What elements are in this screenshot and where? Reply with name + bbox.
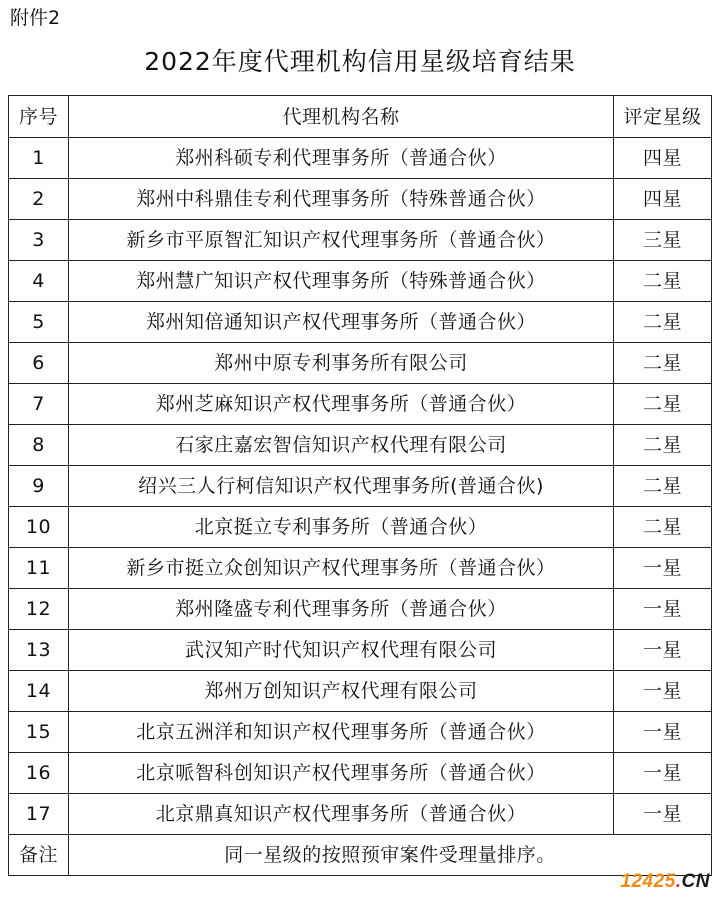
row-index: 4: [9, 261, 69, 302]
row-agency-name: 郑州慧广知识产权代理事务所（特殊普通合伙）: [69, 261, 614, 302]
row-agency-name: 北京鼎真知识产权代理事务所（普通合伙）: [69, 794, 614, 835]
row-agency-name: 石家庄嘉宏智信知识产权代理有限公司: [69, 425, 614, 466]
row-index: 14: [9, 671, 69, 712]
table-row: [9, 753, 712, 794]
table-row: [9, 589, 712, 630]
row-index: 15: [9, 712, 69, 753]
table-row: [9, 712, 712, 753]
table-row: [9, 179, 712, 220]
row-agency-name: 郑州隆盛专利代理事务所（普通合伙）: [69, 589, 614, 630]
row-index: 7: [9, 384, 69, 425]
row-index: 12: [9, 589, 69, 630]
row-index: 6: [9, 343, 69, 384]
row-index: 3: [9, 220, 69, 261]
row-star-rating: 一星: [614, 712, 712, 753]
row-index: 16: [9, 753, 69, 794]
row-agency-name: 新乡市平原智汇知识产权代理事务所（普通合伙）: [69, 220, 614, 261]
row-star-rating: 四星: [614, 138, 712, 179]
row-index: 10: [9, 507, 69, 548]
table-row: [9, 343, 712, 384]
row-index: 9: [9, 466, 69, 507]
table-row: [9, 794, 712, 835]
table-row: [9, 384, 712, 425]
row-index: 5: [9, 302, 69, 343]
table-row: [9, 425, 712, 466]
row-star-rating: 四星: [614, 179, 712, 220]
table-header-row: [9, 96, 712, 138]
row-star-rating: 二星: [614, 384, 712, 425]
watermark-suffix: CN: [681, 871, 710, 892]
table-row: [9, 138, 712, 179]
page-title: 2022年度代理机构信用星级培育结果: [144, 47, 576, 76]
attachment-label: 附件2: [10, 7, 61, 29]
row-agency-name: 北京挺立专利事务所（普通合伙）: [69, 507, 614, 548]
row-index: 8: [9, 425, 69, 466]
table-row: [9, 261, 712, 302]
row-agency-name: 郑州芝麻知识产权代理事务所（普通合伙）: [69, 384, 614, 425]
row-index: 1: [9, 138, 69, 179]
row-star-rating: 一星: [614, 671, 712, 712]
remark-row: [9, 835, 712, 876]
header-index: 序号: [9, 96, 69, 138]
rating-table: [8, 95, 712, 876]
row-agency-name: 武汉知产时代知识产权代理有限公司: [69, 630, 614, 671]
row-star-rating: 三星: [614, 220, 712, 261]
remark-label: 备注: [9, 835, 69, 876]
header-agency-name: 代理机构名称: [69, 96, 614, 138]
table-row: [9, 548, 712, 589]
table-row: [9, 466, 712, 507]
watermark-dot: .: [675, 871, 682, 892]
row-star-rating: 一星: [614, 589, 712, 630]
row-agency-name: 北京哌智科创知识产权代理事务所（普通合伙）: [69, 753, 614, 794]
table-row: [9, 671, 712, 712]
row-star-rating: 一星: [614, 753, 712, 794]
row-agency-name: 郑州中科鼎佳专利代理事务所（特殊普通合伙）: [69, 179, 614, 220]
row-agency-name: 郑州知倍通知识产权代理事务所（普通合伙）: [69, 302, 614, 343]
site-watermark: [620, 871, 710, 893]
row-agency-name: 绍兴三人行柯信知识产权代理事务所(普通合伙): [69, 466, 614, 507]
row-agency-name: 郑州万创知识产权代理有限公司: [69, 671, 614, 712]
remark-text: 同一星级的按照预审案件受理量排序。: [69, 835, 712, 876]
row-index: 2: [9, 179, 69, 220]
row-agency-name: 郑州中原专利事务所有限公司: [69, 343, 614, 384]
header-star-rating: 评定星级: [614, 96, 712, 138]
table-row: [9, 507, 712, 548]
row-star-rating: 二星: [614, 261, 712, 302]
row-index: 17: [9, 794, 69, 835]
row-index: 11: [9, 548, 69, 589]
row-star-rating: 一星: [614, 794, 712, 835]
table-row: [9, 630, 712, 671]
row-agency-name: 新乡市挺立众创知识产权代理事务所（普通合伙）: [69, 548, 614, 589]
row-agency-name: 北京五洲洋和知识产权代理事务所（普通合伙）: [69, 712, 614, 753]
row-index: 13: [9, 630, 69, 671]
row-star-rating: 一星: [614, 548, 712, 589]
row-star-rating: 二星: [614, 343, 712, 384]
table-row: [9, 220, 712, 261]
row-star-rating: 二星: [614, 302, 712, 343]
row-star-rating: 一星: [614, 630, 712, 671]
row-agency-name: 郑州科硕专利代理事务所（普通合伙）: [69, 138, 614, 179]
row-star-rating: 二星: [614, 507, 712, 548]
table-body: [9, 138, 712, 835]
row-star-rating: 二星: [614, 466, 712, 507]
table-row: [9, 302, 712, 343]
row-star-rating: 二星: [614, 425, 712, 466]
watermark-number: 12425: [620, 871, 676, 892]
